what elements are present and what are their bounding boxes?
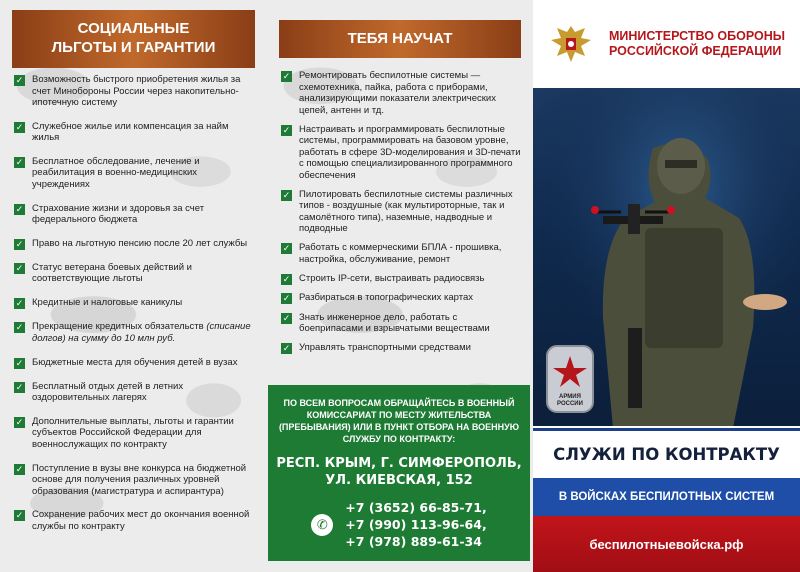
contact-title: ПО ВСЕМ ВОПРОСАМ ОБРАЩАЙТЕСЬ В ВОЕННЫЙ КОМИССАРИАТ ПО МЕСТУ ЖИТЕЛЬСТВА (ПРЕБЫВАНИЯ) ИЛИ В ПУНКТ ОТБОРА НА ВОЕННУЮ СЛУЖБУ ПО КОНТРАКТУ: xyxy=(278,398,520,444)
list-item-main: Страхование жизни и здоровья за счет федерального бюджета xyxy=(32,202,205,226)
checkmark-icon: ✓ xyxy=(15,463,24,474)
list-item-text xyxy=(299,70,523,116)
list-item-main: Поступление в вузы вне конкурса на бюджетной основе для получения различных уровней образования (магистратура и аспирантура) xyxy=(32,462,247,497)
list-item xyxy=(281,70,523,116)
list-item-text xyxy=(299,312,523,335)
checkmark-icon: ✓ xyxy=(15,298,24,309)
checkmark-icon: ✓ xyxy=(282,293,291,303)
list-item xyxy=(281,342,523,354)
checkmark-icon: ✓ xyxy=(15,262,24,273)
list-item-text xyxy=(32,321,257,344)
phone-number[interactable]: +7 (978) 889-61-34 xyxy=(345,534,482,549)
list-item xyxy=(281,124,523,182)
checkmark-icon: ✓ xyxy=(15,238,24,249)
list-item xyxy=(14,463,257,498)
list-item xyxy=(14,238,257,250)
contact-box xyxy=(268,385,530,561)
contact-address: РЕСП. КРЫМ, Г. СИМФЕРОПОЛЬ, УЛ. КИЕВСКАЯ, 152 xyxy=(276,456,522,488)
checkmark-icon: ✓ xyxy=(282,343,291,353)
benefits-list xyxy=(14,74,257,544)
list-item-text xyxy=(299,273,523,285)
checkmark-icon: ✓ xyxy=(15,357,24,368)
army-tag-icon xyxy=(545,344,595,414)
checkmark-icon: ✓ xyxy=(282,243,291,253)
benefits-panel xyxy=(0,0,267,572)
checkmark-icon: ✓ xyxy=(15,156,24,167)
list-item-main: Разбираться в топографических картах xyxy=(299,292,474,303)
checkmark-icon: ✓ xyxy=(15,121,24,132)
list-item-text xyxy=(299,124,523,182)
list-item-main: Пилотировать беспилотные системы различных типов - воздушные (как мультироторные, так и самолётного типа), наземные, надводные и подводные xyxy=(299,188,513,234)
list-item-text xyxy=(299,342,523,354)
list-item-main: Ремонтировать беспилотные системы — схемотехника, пайка, работа с приборами, анализирующими показатели электрических цепей, антенн и тд. xyxy=(299,70,496,116)
svg-text:РОССИИ: РОССИИ xyxy=(557,401,583,407)
list-item-main: Служебное жилье или компенсация за найм жилья xyxy=(32,120,229,144)
list-item-text xyxy=(32,297,257,309)
ministry-header xyxy=(533,0,800,88)
checkmark-icon: ✓ xyxy=(15,381,24,392)
list-item xyxy=(14,416,257,451)
list-item-text xyxy=(32,262,257,285)
list-item-text xyxy=(299,292,523,304)
list-item-main: Бесплатное обследование, лечение и реабилитация в военно-медицинских учреждениях xyxy=(32,155,200,190)
checkmark-icon: ✓ xyxy=(282,273,291,284)
list-item xyxy=(281,312,523,335)
checkmark-icon: ✓ xyxy=(282,312,291,323)
list-item-main: Прекращение кредитных обязательств xyxy=(32,321,204,333)
checkmark-icon: ✓ xyxy=(15,75,24,85)
troops-banner: В ВОЙСКАХ БЕСПИЛОТНЫХ СИСТЕМ xyxy=(533,478,800,516)
training-title: ТЕБЯ НАУЧАТ xyxy=(347,29,453,47)
phone-icon: ✆ xyxy=(311,514,333,536)
checkmark-icon: ✓ xyxy=(15,322,24,333)
list-item-text xyxy=(299,189,523,235)
website-link[interactable]: беспилотныевойска.рф xyxy=(533,516,800,572)
list-item-text xyxy=(299,242,523,265)
list-item-main: Бюджетные места для обучения детей в вузах xyxy=(32,356,238,368)
checkmark-icon: ✓ xyxy=(15,510,24,521)
list-item-main: Возможность быстрого приобретения жилья за счет Минобороны России через накопительно-ипотечную систему xyxy=(32,74,241,108)
list-item-main: Бесплатный отдых детей в летних оздоровительных лагерях xyxy=(32,380,184,404)
phone-number[interactable]: +7 (3652) 66-85-71, xyxy=(345,500,487,515)
benefits-header xyxy=(12,10,255,68)
list-item-main: Сохранение рабочих мест до окончания военной службы по контракту xyxy=(32,509,250,532)
list-item xyxy=(14,262,257,285)
list-item xyxy=(14,121,257,144)
list-item-text xyxy=(32,156,257,191)
list-item xyxy=(14,203,257,226)
list-item xyxy=(14,357,257,369)
list-item xyxy=(14,321,257,344)
list-item xyxy=(14,74,257,109)
double-headed-eagle-icon xyxy=(545,18,597,70)
checkmark-icon: ✓ xyxy=(282,124,291,135)
list-item-main: Кредитные и налоговые каникулы xyxy=(32,297,183,309)
soldier-photo xyxy=(533,88,800,426)
cover-panel xyxy=(533,0,800,572)
list-item-text xyxy=(32,357,257,369)
contact-phones xyxy=(276,499,522,550)
list-item-main: Настраивать и программировать беспилотные системы, программировать на базовом уровне, работать в сфере 3D-моделирования и 3D-печати с помощью специализированного программного обеспечения xyxy=(299,123,521,181)
list-item-text xyxy=(32,74,257,109)
list-item-main: Строить IP-сети, выстраивать радиосвязь xyxy=(299,272,485,284)
phone-number[interactable]: +7 (990) 113-96-64, xyxy=(345,517,487,532)
list-item-text xyxy=(32,203,257,226)
list-item-text xyxy=(32,121,257,144)
list-item-main: Знать инженерное дело, работать с боеприпасами и взрывчатыми веществами xyxy=(299,311,490,334)
list-item xyxy=(281,292,523,304)
training-header xyxy=(279,20,521,58)
list-item-main: Дополнительные выплаты, льготы и гарантии субъектов Российской Федерации для военнослужащих по контракту xyxy=(32,415,234,450)
list-item-main: Работать с коммерческими БПЛА - прошивка, настройка, обслуживание, ремонт xyxy=(299,242,502,265)
list-item xyxy=(281,273,523,285)
list-item-main: Управлять транспортными средствами xyxy=(299,342,471,353)
list-item-text xyxy=(32,509,257,532)
contract-title: СЛУЖИ ПО КОНТРАКТУ xyxy=(533,428,800,478)
list-item-text xyxy=(32,238,257,250)
checkmark-icon: ✓ xyxy=(15,203,24,214)
list-item-text xyxy=(32,416,257,451)
list-item xyxy=(14,381,257,404)
ministry-name: МИНИСТЕРСТВО ОБОРОНЫ РОССИЙСКОЙ ФЕДЕРАЦИИ xyxy=(609,29,785,58)
list-item-main: Право на льготную пенсию после 20 лет службы xyxy=(32,237,248,249)
checkmark-icon: ✓ xyxy=(282,189,291,200)
list-item-main: Статус ветерана боевых действий и соответствующие льготы xyxy=(32,261,192,285)
list-item xyxy=(14,509,257,532)
svg-text:АРМИЯ: АРМИЯ xyxy=(559,394,581,400)
list-item-text xyxy=(32,381,257,404)
list-item xyxy=(14,297,257,309)
list-item xyxy=(14,156,257,191)
training-list xyxy=(281,70,523,362)
list-item-text xyxy=(32,463,257,498)
list-item xyxy=(281,242,523,265)
benefits-title: СОЦИАЛЬНЫЕ ЛЬГОТЫ И ГАРАНТИИ xyxy=(51,20,216,56)
checkmark-icon: ✓ xyxy=(15,416,24,427)
checkmark-icon: ✓ xyxy=(282,71,291,81)
list-item xyxy=(281,189,523,235)
list-item-italic: (списание долгов) на сумму до 10 млн руб. xyxy=(32,321,251,344)
